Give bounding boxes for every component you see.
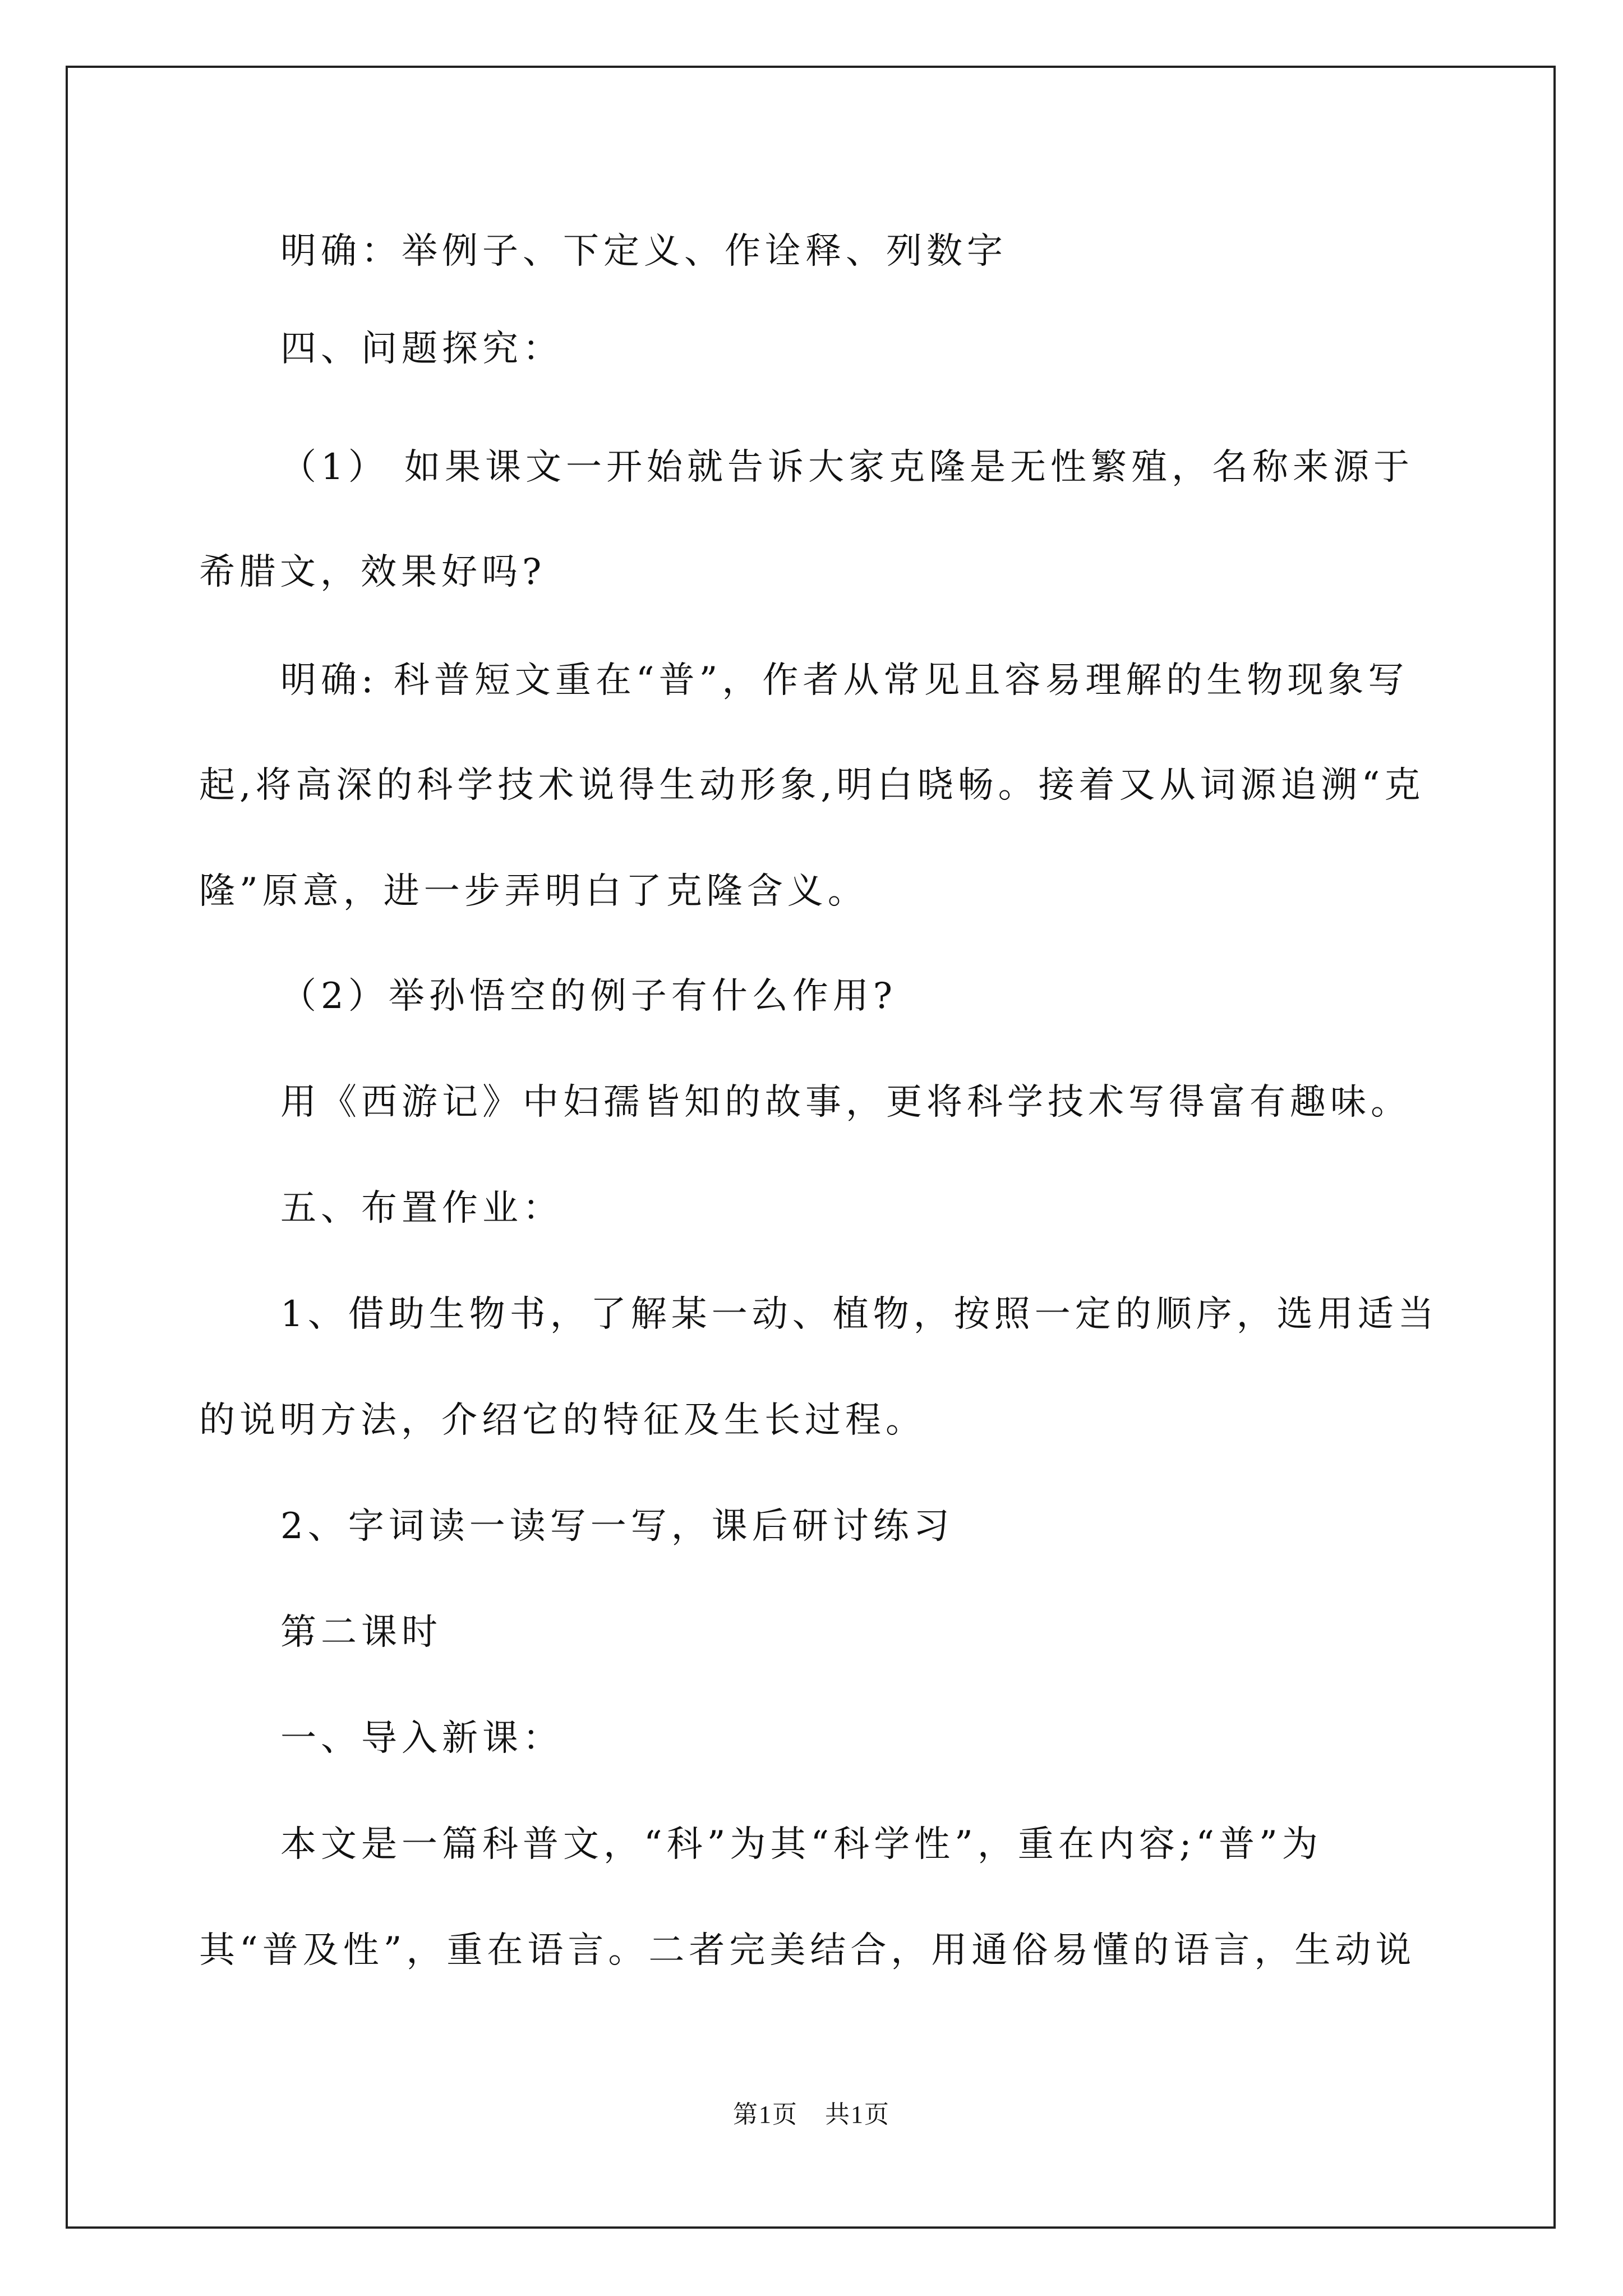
text-line: 用《西游记》中妇孺皆知的故事，更将科学技术写得富有趣味。: [280, 1082, 1411, 1123]
text-line: 的说明方法，介绍它的特征及生长过程。: [199, 1400, 926, 1441]
text-line: 1、借助生物书，了解某一动、植物，按照一定的顺序，选用适当: [280, 1294, 1438, 1335]
text-line: 第二课时: [280, 1612, 442, 1653]
page-number: 第1页: [733, 2101, 798, 2128]
text-line: 隆”原意，进一步弄明白了克隆含义。: [199, 871, 868, 912]
text-line: 明确：举例子、下定义、作诠释、列数字: [280, 231, 1007, 272]
total-pages: 共1页: [825, 2101, 890, 2128]
text-line: 五、布置作业：: [280, 1188, 563, 1229]
text-line: 其“普及性”，重在语言。二者完美结合，用通俗易懂的语言，生动说: [199, 1930, 1416, 1971]
text-line: 2、字词读一读写一写，课后研讨练习: [280, 1506, 954, 1547]
text-line: 四、问题探究：: [280, 328, 563, 370]
page-border: [66, 66, 1556, 2229]
page-footer: [0, 2099, 1623, 2131]
text-line: （1） 如果课文一开始就告诉大家克隆是无性繁殖，名称来源于: [280, 447, 1414, 488]
text-line: 一、导入新课：: [280, 1718, 563, 1759]
text-line: 起,将高深的科学技术说得生动形象,明白晓畅。接着又从词源追溯“克: [199, 765, 1425, 806]
text-line: 希腊文，效果好吗?: [199, 551, 546, 593]
text-line: 本文是一篇科普文，“科”为其“科学性”，重在内容;“普”为: [280, 1824, 1322, 1865]
text-line: （2）举孙悟空的例子有什么作用?: [280, 976, 897, 1017]
text-line: 明确: 科普短文重在“普”，作者从常见且容易理解的生物现象写: [280, 660, 1409, 701]
